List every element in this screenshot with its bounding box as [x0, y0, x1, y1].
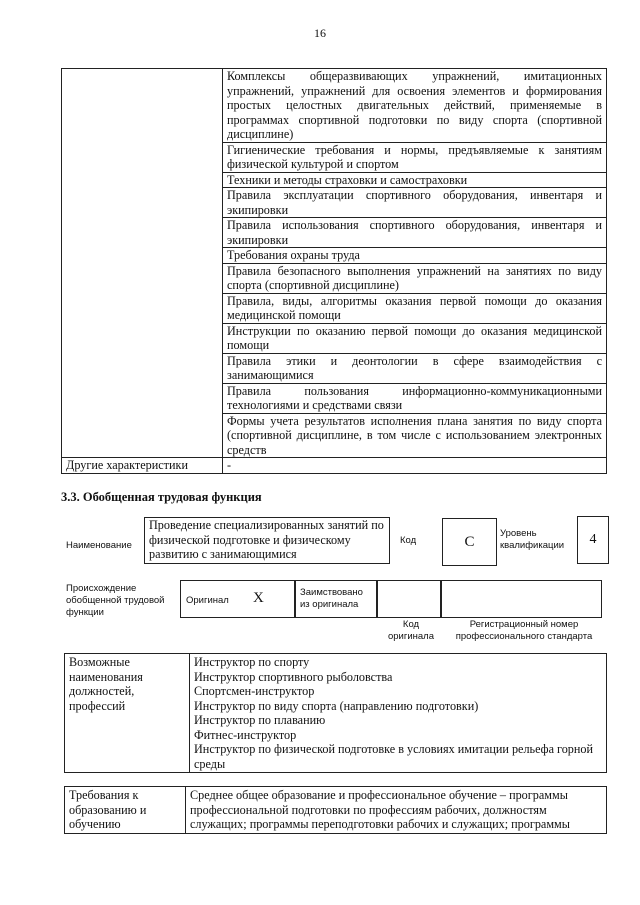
- knowledge-item: Правила эксплуатации спортивного оборудования, инвентаря и экипировки: [223, 188, 607, 218]
- knowledge-table: [61, 68, 607, 474]
- page-number: 16: [314, 26, 326, 40]
- position-item: Инструктор по плаванию: [194, 713, 326, 727]
- education-value: Среднее общее образование и профессиональное обучение – программы профессиональной подготовки по профессиям рабочих, должностям служащих; программы переподготовки рабочих и служащих; программы: [186, 787, 607, 834]
- code-label: Код: [400, 535, 417, 546]
- other-characteristics-label: Другие характеристики: [62, 458, 223, 474]
- name-label: Наименование: [66, 540, 132, 551]
- level-value: 4: [577, 516, 609, 564]
- original-label: Оригинал: [186, 595, 229, 606]
- positions-table: [64, 653, 607, 773]
- education-table: [64, 786, 607, 834]
- code-original-caption: Код оригинала: [387, 619, 434, 642]
- positions-label: Возможные наименования должностей, профессий: [65, 654, 190, 773]
- other-characteristics-value: -: [223, 458, 607, 474]
- original-mark: Х: [253, 590, 264, 606]
- knowledge-item: Правила безопасного выполнения упражнений на занятиях по виду спорта (спортивной дисциплине): [223, 263, 607, 293]
- knowledge-item: Правила пользования информационно-коммуникационными технологиями и средствами связи: [223, 383, 607, 413]
- knowledge-item: Правила этики и деонтологии в сфере взаимодействия с занимающимися: [223, 353, 607, 383]
- knowledge-item: Правила, виды, алгоритмы оказания первой помощи до оказания медицинской помощи: [223, 293, 607, 323]
- code-original-cell: [376, 580, 442, 618]
- position-item: Инструктор по спорту: [194, 655, 310, 669]
- level-label: Уровень квалификации: [500, 528, 565, 551]
- positions-list-cell: [190, 654, 607, 773]
- knowledge-item: Гигиенические требования и нормы, предъявляемые к занятиям физической культурой и спортом: [223, 142, 607, 172]
- position-item: Инструктор спортивного рыболовства: [194, 669, 393, 684]
- borrowed-label: Заимствовано из оригинала: [300, 587, 363, 610]
- section-title: 3.3. Обобщенная трудовая функция: [61, 490, 262, 504]
- knowledge-item: Инструкции по оказанию первой помощи до оказания медицинской помощи: [223, 323, 607, 353]
- position-item: Инструктор по физической подготовке в условиях имитации рельефа горной среды: [194, 742, 594, 771]
- function-name-value: Проведение специализированных занятий по физической подготовке и физическому развитию с занимающимися: [144, 517, 390, 564]
- position-item: Фитнес-инструктор: [194, 727, 297, 742]
- knowledge-item: Требования охраны труда: [223, 248, 607, 264]
- reg-number-cell: [440, 580, 602, 618]
- knowledge-item: Комплексы общеразвивающих упражнений, имитационных упражнений, упражнений для освоения элементов и формирования простых целостных двигательных действий, применяемые в программах спортивной подготовки по виду спорта (спортивной дисциплине): [223, 69, 607, 143]
- knowledge-label-cell: [62, 69, 223, 458]
- knowledge-item: Техники и методы страховки и самостраховки: [223, 172, 607, 188]
- position-item: Инструктор по виду спорта (направлению подготовки): [194, 698, 479, 713]
- knowledge-item: Правила использования спортивного оборудования, инвентаря и экипировки: [223, 218, 607, 248]
- reg-number-caption: Регистрационный номер профессионального стандарта: [455, 619, 593, 642]
- education-label: Требования к образованию и обучению: [65, 787, 186, 834]
- knowledge-item: Формы учета результатов исполнения плана занятия по виду спорта (спортивной дисциплине, в том числе с использованием электронных средств: [223, 413, 607, 458]
- code-value: С: [442, 518, 497, 566]
- position-item: Спортсмен-инструктор: [194, 684, 315, 698]
- origin-label: Происхождение обобщенной трудовой функции: [66, 583, 165, 618]
